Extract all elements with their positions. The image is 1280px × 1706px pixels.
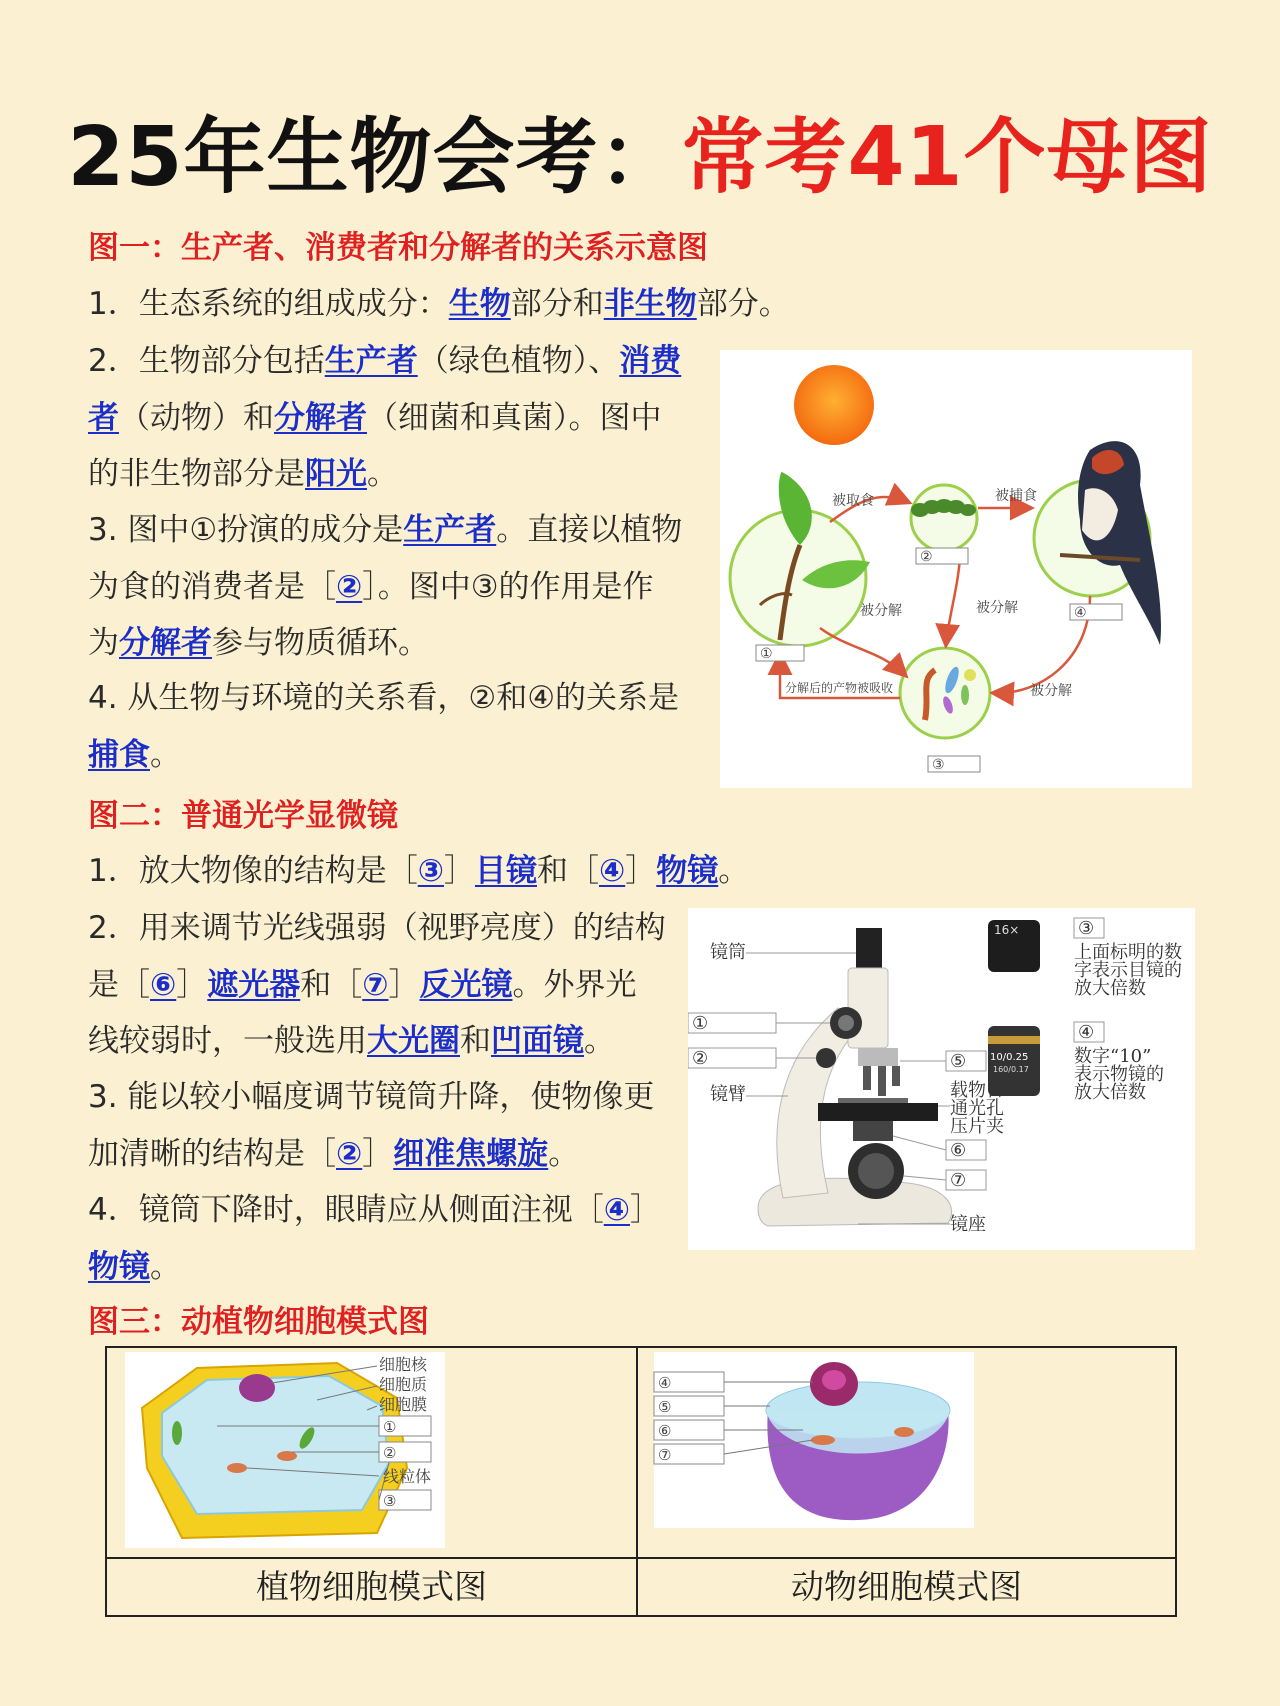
objective-note-1: 数字“10” [1074, 1046, 1152, 1067]
mic-num4: ④ [1078, 1022, 1095, 1043]
num3: ③ [932, 757, 945, 773]
title-part1: 25年生物会考： [67, 110, 682, 205]
label-base: 镜座 [950, 1214, 986, 1235]
microscope-figure [688, 908, 1195, 1250]
objective-note-2: 表示物镜的 [1074, 1064, 1164, 1085]
mic-num5: ⑤ [950, 1051, 967, 1072]
label-absorbed: 分解后的产物被吸收 [785, 681, 894, 695]
eyepiece-note-2: 字表示目镜的 [1074, 960, 1182, 981]
sec2-item4: 4．镜筒下降时，眼睛应从侧面注视［④］ 物镜。 [88, 1192, 661, 1285]
sec2-item1: 1．放大物像的结构是［③］目镜和［④］物镜。 [88, 853, 750, 889]
sec1-item3: 3. 图中①扮演的成分是生产者。直接以植物 为食的消费者是［②］。图中③的作用是作 为分解者参与物质循环。 [88, 512, 683, 661]
mic-num3: ③ [1078, 918, 1095, 939]
plant-num1: ① [383, 1418, 397, 1436]
sec1-item2: 2．生物部分包括生产者（绿色植物）、消费 者（动物）和分解者（细菌和真菌）。图中 的非生物部分是阳光。 [88, 343, 682, 492]
section1-heading: 图一：生产者、消费者和分解者的关系示意图 [88, 230, 708, 266]
label-eaten2: 被捕食 [995, 488, 1037, 504]
title-part2: 常考41个母图 [681, 110, 1213, 205]
plant-cell-cell [106, 1347, 637, 1558]
sec1-item1: 1．生态系统的组成成分：生物部分和非生物部分。 [88, 286, 790, 322]
decomposer-circle [900, 648, 990, 738]
label-decomp3: 被分解 [1030, 683, 1072, 699]
num2: ② [920, 549, 933, 565]
sun-icon [794, 365, 874, 445]
label-clip: 压片夹 [950, 1116, 1004, 1137]
microscope-icon [758, 928, 952, 1226]
mic-num2: ② [692, 1048, 709, 1069]
plant-cell-figure [107, 1348, 636, 1553]
animal-cell-figure [638, 1348, 1175, 1553]
plant-num2: ② [383, 1444, 397, 1462]
label-decomp2: 被分解 [976, 600, 1018, 616]
sec1-item4: 4. 从生物与环境的关系看，②和④的关系是 捕食。 [88, 680, 680, 773]
plant-num3: ③ [383, 1492, 397, 1510]
cell-diagram-table [105, 1346, 1177, 1617]
label-eaten1: 被取食 [832, 493, 874, 509]
label-membrane: 细胞膜 [379, 1395, 428, 1414]
label-arm: 镜臂 [710, 1084, 746, 1105]
plant-cell-caption: 植物细胞模式图 [106, 1558, 637, 1616]
animal-num4: ④ [658, 1374, 672, 1392]
num1: ① [760, 646, 773, 662]
plant-cell-icon [142, 1363, 407, 1538]
section3-heading: 图三：动植物细胞模式图 [88, 1304, 429, 1340]
animal-num5: ⑤ [658, 1398, 672, 1416]
label-mito: 线粒体 [383, 1467, 432, 1486]
page-title [0, 108, 1280, 208]
animal-num6: ⑥ [658, 1422, 672, 1440]
eyepiece-note-3: 放大倍数 [1074, 978, 1146, 999]
animal-num7: ⑦ [658, 1446, 672, 1464]
label-stage: 载物台 [950, 1080, 1004, 1101]
mic-num7: ⑦ [950, 1170, 967, 1191]
mic-num1: ① [692, 1013, 709, 1034]
label-cytoplasm: 细胞质 [379, 1375, 428, 1394]
mic-num6: ⑥ [950, 1140, 967, 1161]
animal-cell-cell [637, 1347, 1176, 1558]
num4: ④ [1074, 605, 1087, 621]
label-nucleus: 细胞核 [379, 1355, 428, 1374]
label-tube: 镜筒 [710, 942, 746, 963]
label-hole: 通光孔 [950, 1098, 1004, 1119]
sec2-item2: 2．用来调节光线强弱（视野亮度）的结构 是［⑥］遮光器和［⑦］反光镜。外界光 线较弱时，一般选用大光圈和凹面镜。 [88, 910, 666, 1059]
objective-sub: 160/0.17 [993, 1065, 1029, 1074]
section2-heading: 图二：普通光学显微镜 [88, 798, 398, 834]
caterpillar-circle [911, 485, 977, 551]
eyepiece-mark: 16× [994, 923, 1020, 937]
sec2-item3: 3. 能以较小幅度调节镜筒升降，使物像更 加清晰的结构是［②］细准焦螺旋。 [88, 1079, 655, 1172]
eyepiece-note-1: 上面标明的数 [1074, 942, 1182, 963]
ecosystem-figure [720, 350, 1192, 788]
label-decomp1: 被分解 [860, 603, 902, 619]
animal-cell-caption: 动物细胞模式图 [637, 1558, 1176, 1616]
objective-mark: 10/0.25 [990, 1052, 1029, 1063]
objective-note-3: 放大倍数 [1074, 1082, 1146, 1103]
eyepiece-icon [988, 920, 1040, 972]
